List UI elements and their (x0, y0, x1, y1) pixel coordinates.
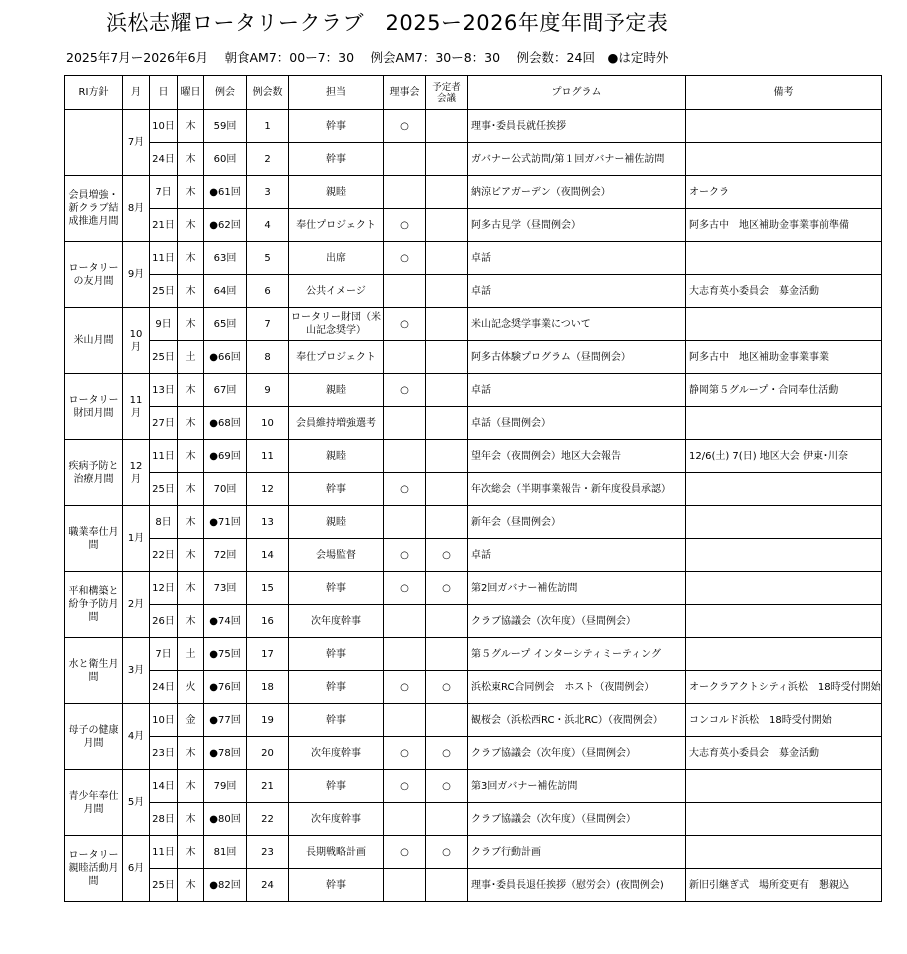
planned-meeting-mark (426, 473, 468, 506)
col-plan-line1: 予定者 (432, 81, 461, 93)
program-cell: 浜松東RC合同例会 ホスト（夜間例会） (468, 671, 686, 704)
meeting-count-cell: 10 (247, 407, 289, 440)
charge-cell: 奉仕プロジェクト (289, 209, 384, 242)
weekday-cell: 木 (178, 572, 204, 605)
program-cell: 阿多古見学（昼間例会） (468, 209, 686, 242)
program-cell: 新年会（昼間例会） (468, 506, 686, 539)
board-meeting-mark: ○ (384, 572, 426, 605)
board-meeting-mark (384, 506, 426, 539)
table-row (65, 176, 882, 209)
weekday-cell: 木 (178, 539, 204, 572)
month-cell: 2月 (123, 572, 150, 638)
program-cell: 卓話 (468, 539, 686, 572)
table-row (65, 605, 882, 638)
weekday-cell: 火 (178, 671, 204, 704)
planned-meeting-mark (426, 638, 468, 671)
meeting-count-cell: 3 (247, 176, 289, 209)
charge-cell: 幹事 (289, 110, 384, 143)
table-row (65, 473, 882, 506)
table-row (65, 704, 882, 737)
board-meeting-mark (384, 275, 426, 308)
month-cell: 4月 (123, 704, 150, 770)
remarks-cell: オークラ (686, 176, 882, 209)
program-cell: 卓話（昼間例会） (468, 407, 686, 440)
weekday-cell: 木 (178, 143, 204, 176)
meeting-count-cell: 17 (247, 638, 289, 671)
board-meeting-mark: ○ (384, 308, 426, 341)
col-plan-line2: 会議 (436, 92, 456, 104)
meeting-count-cell: 14 (247, 539, 289, 572)
col-day: 日 (150, 76, 178, 110)
weekday-cell: 土 (178, 341, 204, 374)
weekday-cell: 木 (178, 770, 204, 803)
planned-meeting-mark (426, 407, 468, 440)
planned-meeting-mark (426, 704, 468, 737)
month-cell: 6月 (123, 836, 150, 902)
meeting-number-cell: 79回 (204, 770, 247, 803)
meeting-number-cell: 60回 (204, 143, 247, 176)
table-row (65, 209, 882, 242)
charge-cell: 幹事 (289, 704, 384, 737)
weekday-cell: 木 (178, 737, 204, 770)
ri-theme-cell: 職業奉仕月間 (65, 506, 123, 572)
board-meeting-mark: ○ (384, 209, 426, 242)
planned-meeting-mark: ○ (426, 737, 468, 770)
remarks-cell (686, 110, 882, 143)
meeting-count-cell: 21 (247, 770, 289, 803)
day-cell: 12日 (150, 572, 178, 605)
table-row (65, 803, 882, 836)
remarks-cell (686, 605, 882, 638)
month-cell: 10月 (123, 308, 150, 374)
meeting-number-cell: 65回 (204, 308, 247, 341)
remarks-cell (686, 308, 882, 341)
table-row (65, 110, 882, 143)
charge-cell: 幹事 (289, 638, 384, 671)
charge-cell: 次年度幹事 (289, 803, 384, 836)
remarks-cell: 大志育英小委員会 募金活動 (686, 275, 882, 308)
day-cell: 11日 (150, 836, 178, 869)
col-meeting: 例会 (204, 76, 247, 110)
weekday-cell: 木 (178, 440, 204, 473)
table-row (65, 539, 882, 572)
col-plan (426, 76, 468, 110)
planned-meeting-mark (426, 143, 468, 176)
ri-theme-cell: ロータリー親睦活動月間 (65, 836, 123, 902)
meeting-count-cell: 7 (247, 308, 289, 341)
day-cell: 25日 (150, 341, 178, 374)
meeting-count-cell: 15 (247, 572, 289, 605)
program-cell: 観桜会（浜松西RC・浜北RC）（夜間例会） (468, 704, 686, 737)
meeting-number-cell: 72回 (204, 539, 247, 572)
planned-meeting-mark (426, 605, 468, 638)
planned-meeting-mark (426, 506, 468, 539)
program-cell: ガバナー公式訪問/第１回ガバナー補佐訪問 (468, 143, 686, 176)
program-cell: 納涼ビアガーデン（夜間例会） (468, 176, 686, 209)
day-cell: 21日 (150, 209, 178, 242)
table-row (65, 506, 882, 539)
meeting-number-cell: 64回 (204, 275, 247, 308)
day-cell: 13日 (150, 374, 178, 407)
ri-theme-cell: 疾病予防と治療月間 (65, 440, 123, 506)
month-cell: 5月 (123, 770, 150, 836)
col-charge: 担当 (289, 76, 384, 110)
ri-theme-cell: 米山月間 (65, 308, 123, 374)
month-cell: 7月 (123, 110, 150, 176)
col-count: 例会数 (247, 76, 289, 110)
program-cell: クラブ行動計画 (468, 836, 686, 869)
planned-meeting-mark: ○ (426, 671, 468, 704)
board-meeting-mark: ○ (384, 539, 426, 572)
day-cell: 24日 (150, 671, 178, 704)
weekday-cell: 木 (178, 209, 204, 242)
ri-theme-cell: ロータリー財団月間 (65, 374, 123, 440)
program-cell: 米山記念奨学事業について (468, 308, 686, 341)
remarks-cell: 阿多古中 地区補助金事業事業 (686, 341, 882, 374)
day-cell: 25日 (150, 473, 178, 506)
day-cell: 10日 (150, 704, 178, 737)
ri-theme-cell: ロータリーの友月間 (65, 242, 123, 308)
weekday-cell: 木 (178, 869, 204, 902)
ri-theme-cell (65, 110, 123, 176)
day-cell: 24日 (150, 143, 178, 176)
meeting-number-cell: 67回 (204, 374, 247, 407)
planned-meeting-mark (426, 374, 468, 407)
month-cell: 8月 (123, 176, 150, 242)
day-cell: 25日 (150, 869, 178, 902)
col-board: 理事会 (384, 76, 426, 110)
table-row (65, 770, 882, 803)
board-meeting-mark: ○ (384, 671, 426, 704)
weekday-cell: 木 (178, 242, 204, 275)
program-cell: 卓話 (468, 275, 686, 308)
charge-cell: 出席 (289, 242, 384, 275)
program-cell: 第2回ガバナー補佐訪問 (468, 572, 686, 605)
board-meeting-mark (384, 440, 426, 473)
ri-theme-cell: 青少年奉仕月間 (65, 770, 123, 836)
weekday-cell: 木 (178, 275, 204, 308)
charge-cell: 親睦 (289, 374, 384, 407)
day-cell: 14日 (150, 770, 178, 803)
table-row (65, 275, 882, 308)
meeting-count-cell: 22 (247, 803, 289, 836)
charge-cell: 次年度幹事 (289, 737, 384, 770)
program-cell: 卓話 (468, 374, 686, 407)
charge-cell: ロータリー財団（米山記念奨学） (289, 308, 384, 341)
program-cell: クラブ協議会（次年度）（昼間例会） (468, 803, 686, 836)
meeting-number-cell: ●75回 (204, 638, 247, 671)
meeting-count-cell: 13 (247, 506, 289, 539)
meeting-number-cell: 59回 (204, 110, 247, 143)
meeting-number-cell: ●74回 (204, 605, 247, 638)
remarks-cell (686, 572, 882, 605)
day-cell: 25日 (150, 275, 178, 308)
schedule-summary: 2025年7月ー2026年6月 朝食AM7：00ー7：30 例会AM7：30ー8：30 例会数：24回 ●は定時外 (66, 50, 669, 65)
ri-theme-cell: 会員増強・新クラブ結成推進月間 (65, 176, 123, 242)
col-program: プログラム (468, 76, 686, 110)
month-cell: 1月 (123, 506, 150, 572)
planned-meeting-mark: ○ (426, 572, 468, 605)
charge-cell: 会場監督 (289, 539, 384, 572)
header-row (65, 76, 882, 110)
charge-cell: 長期戦略計画 (289, 836, 384, 869)
day-cell: 27日 (150, 407, 178, 440)
weekday-cell: 土 (178, 638, 204, 671)
board-meeting-mark (384, 605, 426, 638)
weekday-cell: 木 (178, 836, 204, 869)
planned-meeting-mark (426, 110, 468, 143)
col-remarks: 備考 (686, 76, 882, 110)
meeting-number-cell: 63回 (204, 242, 247, 275)
meeting-number-cell: ●62回 (204, 209, 247, 242)
meeting-number-cell: ●76回 (204, 671, 247, 704)
day-cell: 11日 (150, 440, 178, 473)
program-cell: クラブ協議会（次年度）（昼間例会） (468, 605, 686, 638)
charge-cell: 幹事 (289, 473, 384, 506)
charge-cell: 幹事 (289, 770, 384, 803)
day-cell: 26日 (150, 605, 178, 638)
charge-cell: 会員維持増強選考 (289, 407, 384, 440)
col-weekday: 曜日 (178, 76, 204, 110)
meeting-number-cell: ●61回 (204, 176, 247, 209)
charge-cell: 奉仕プロジェクト (289, 341, 384, 374)
planned-meeting-mark (426, 242, 468, 275)
table-row (65, 671, 882, 704)
table-row (65, 737, 882, 770)
planned-meeting-mark (426, 176, 468, 209)
weekday-cell: 木 (178, 605, 204, 638)
board-meeting-mark (384, 638, 426, 671)
meeting-number-cell: ●80回 (204, 803, 247, 836)
program-cell: 第3回ガバナー補佐訪問 (468, 770, 686, 803)
program-cell: 理事･委員長就任挨拶 (468, 110, 686, 143)
table-row (65, 143, 882, 176)
remarks-cell (686, 407, 882, 440)
meeting-count-cell: 4 (247, 209, 289, 242)
weekday-cell: 木 (178, 308, 204, 341)
weekday-cell: 木 (178, 803, 204, 836)
table-row (65, 374, 882, 407)
charge-cell: 公共イメージ (289, 275, 384, 308)
meeting-count-cell: 12 (247, 473, 289, 506)
meeting-count-cell: 1 (247, 110, 289, 143)
remarks-cell: オークラアクトシティ浜松 18時受付開始 (686, 671, 882, 704)
table-row (65, 836, 882, 869)
program-cell: 望年会（夜間例会）地区大会報告 (468, 440, 686, 473)
board-meeting-mark: ○ (384, 110, 426, 143)
meeting-count-cell: 9 (247, 374, 289, 407)
table-row (65, 572, 882, 605)
annual-schedule-table (64, 75, 882, 902)
day-cell: 9日 (150, 308, 178, 341)
board-meeting-mark (384, 704, 426, 737)
remarks-cell (686, 539, 882, 572)
charge-cell: 幹事 (289, 572, 384, 605)
table-row (65, 242, 882, 275)
program-cell: 理事･委員長退任挨拶（慰労会）(夜間例会) (468, 869, 686, 902)
month-cell: 11月 (123, 374, 150, 440)
remarks-cell (686, 506, 882, 539)
meeting-count-cell: 8 (247, 341, 289, 374)
remarks-cell: 12/6(土) 7(日) 地区大会 伊東･川奈 (686, 440, 882, 473)
table-row (65, 407, 882, 440)
remarks-cell (686, 473, 882, 506)
meeting-number-cell: ●66回 (204, 341, 247, 374)
day-cell: 7日 (150, 638, 178, 671)
schedule-body (65, 110, 882, 902)
table-row (65, 341, 882, 374)
day-cell: 22日 (150, 539, 178, 572)
meeting-count-cell: 23 (247, 836, 289, 869)
planned-meeting-mark (426, 803, 468, 836)
charge-cell: 次年度幹事 (289, 605, 384, 638)
weekday-cell: 木 (178, 176, 204, 209)
remarks-cell (686, 143, 882, 176)
weekday-cell: 木 (178, 110, 204, 143)
remarks-cell (686, 638, 882, 671)
planned-meeting-mark (426, 308, 468, 341)
table-row (65, 638, 882, 671)
day-cell: 23日 (150, 737, 178, 770)
board-meeting-mark (384, 407, 426, 440)
day-cell: 10日 (150, 110, 178, 143)
meeting-number-cell: ●68回 (204, 407, 247, 440)
charge-cell: 幹事 (289, 869, 384, 902)
month-cell: 12月 (123, 440, 150, 506)
charge-cell: 幹事 (289, 671, 384, 704)
meeting-number-cell: ●78回 (204, 737, 247, 770)
planned-meeting-mark (426, 869, 468, 902)
meeting-number-cell: ●69回 (204, 440, 247, 473)
meeting-count-cell: 11 (247, 440, 289, 473)
weekday-cell: 木 (178, 374, 204, 407)
weekday-cell: 金 (178, 704, 204, 737)
planned-meeting-mark (426, 275, 468, 308)
meeting-number-cell: ●71回 (204, 506, 247, 539)
meeting-count-cell: 16 (247, 605, 289, 638)
remarks-cell (686, 836, 882, 869)
weekday-cell: 木 (178, 506, 204, 539)
table-row (65, 308, 882, 341)
planned-meeting-mark: ○ (426, 770, 468, 803)
weekday-cell: 木 (178, 473, 204, 506)
planned-meeting-mark (426, 209, 468, 242)
remarks-cell (686, 803, 882, 836)
remarks-cell: 大志育英小委員会 募金活動 (686, 737, 882, 770)
board-meeting-mark (384, 341, 426, 374)
board-meeting-mark: ○ (384, 770, 426, 803)
meeting-count-cell: 19 (247, 704, 289, 737)
table-row (65, 869, 882, 902)
remarks-cell (686, 242, 882, 275)
charge-cell: 親睦 (289, 176, 384, 209)
meeting-number-cell: ●77回 (204, 704, 247, 737)
ri-theme-cell: 母子の健康月間 (65, 704, 123, 770)
program-cell: クラブ協議会（次年度）（昼間例会） (468, 737, 686, 770)
page-title: 浜松志耀ロータリークラブ 2025ー2026年度年間予定表 (106, 11, 669, 35)
day-cell: 28日 (150, 803, 178, 836)
board-meeting-mark: ○ (384, 737, 426, 770)
meeting-number-cell: 81回 (204, 836, 247, 869)
board-meeting-mark: ○ (384, 242, 426, 275)
col-ri: RI方針 (65, 76, 123, 110)
ri-theme-cell: 水と衛生月間 (65, 638, 123, 704)
meeting-count-cell: 5 (247, 242, 289, 275)
planned-meeting-mark (426, 440, 468, 473)
board-meeting-mark: ○ (384, 836, 426, 869)
meeting-number-cell: 73回 (204, 572, 247, 605)
month-cell: 9月 (123, 242, 150, 308)
meeting-count-cell: 18 (247, 671, 289, 704)
board-meeting-mark (384, 803, 426, 836)
col-month: 月 (123, 76, 150, 110)
charge-cell: 親睦 (289, 506, 384, 539)
meeting-number-cell: ●82回 (204, 869, 247, 902)
meeting-count-cell: 24 (247, 869, 289, 902)
remarks-cell (686, 770, 882, 803)
board-meeting-mark: ○ (384, 374, 426, 407)
day-cell: 8日 (150, 506, 178, 539)
planned-meeting-mark (426, 341, 468, 374)
planned-meeting-mark: ○ (426, 836, 468, 869)
board-meeting-mark (384, 869, 426, 902)
planned-meeting-mark: ○ (426, 539, 468, 572)
day-cell: 11日 (150, 242, 178, 275)
day-cell: 7日 (150, 176, 178, 209)
meeting-count-cell: 20 (247, 737, 289, 770)
charge-cell: 親睦 (289, 440, 384, 473)
program-cell: 第５グループ インターシティミーティング (468, 638, 686, 671)
remarks-cell: コンコルド浜松 18時受付開始 (686, 704, 882, 737)
program-cell: 阿多古体験プログラム（昼間例会） (468, 341, 686, 374)
program-cell: 卓話 (468, 242, 686, 275)
board-meeting-mark (384, 176, 426, 209)
month-cell: 3月 (123, 638, 150, 704)
remarks-cell: 静岡第５グループ・合同奉仕活動 (686, 374, 882, 407)
meeting-number-cell: 70回 (204, 473, 247, 506)
meeting-count-cell: 2 (247, 143, 289, 176)
table-row (65, 440, 882, 473)
remarks-cell: 新旧引継ぎ式 場所変更有 懇親込 (686, 869, 882, 902)
board-meeting-mark: ○ (384, 473, 426, 506)
weekday-cell: 木 (178, 407, 204, 440)
meeting-count-cell: 6 (247, 275, 289, 308)
remarks-cell: 阿多古中 地区補助金事業事前準備 (686, 209, 882, 242)
board-meeting-mark (384, 143, 426, 176)
program-cell: 年次総会（半期事業報告・新年度役員承認） (468, 473, 686, 506)
ri-theme-cell: 平和構築と紛争予防月間 (65, 572, 123, 638)
charge-cell: 幹事 (289, 143, 384, 176)
